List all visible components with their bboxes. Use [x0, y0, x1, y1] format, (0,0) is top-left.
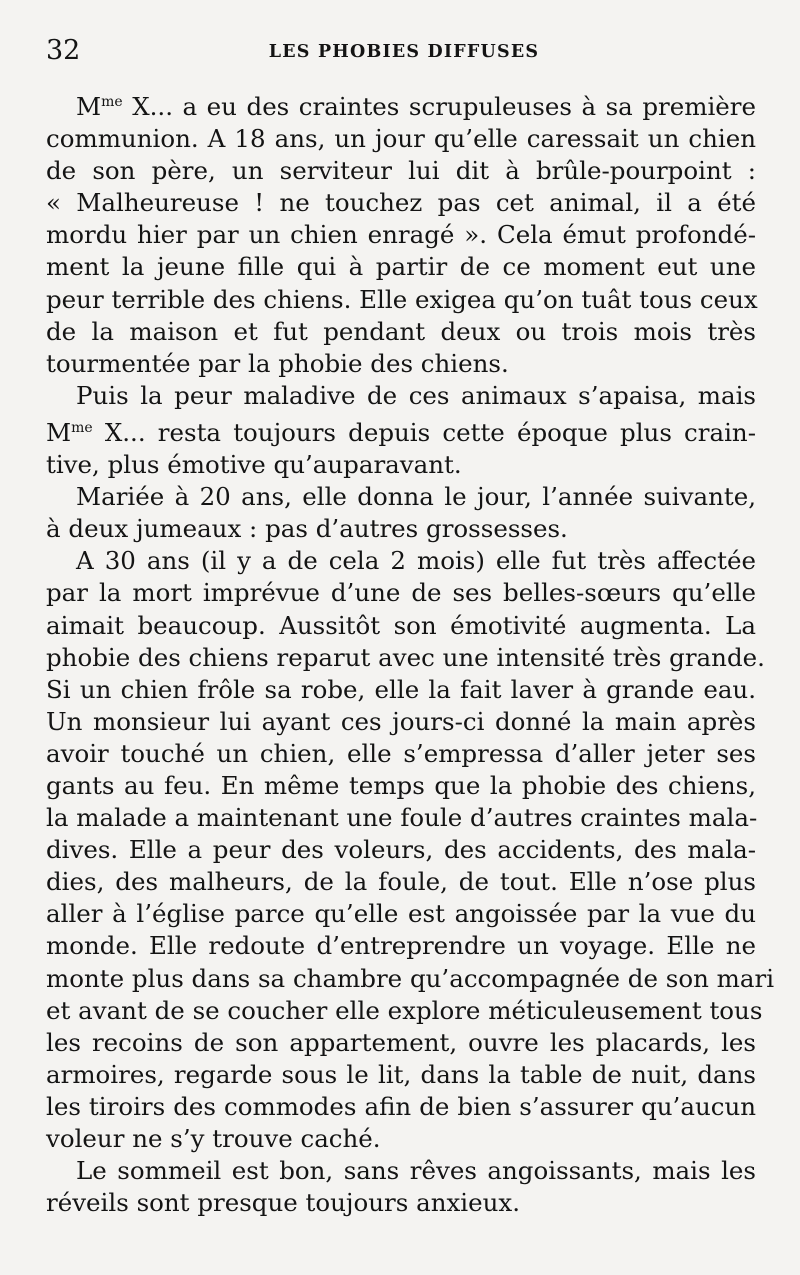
text-run: monde. Elle redoute d’entreprendre un voyage. Elle ne: [46, 931, 756, 961]
text-run: les recoins de son appartement, ouvre les placards, les: [46, 1027, 756, 1057]
text-run: tourmentée par la phobie des chiens.: [46, 348, 509, 378]
text-run: avoir touché un chien, elle s’empressa d’aller jeter ses: [46, 738, 756, 768]
text-run: communion. A 18 ans, un jour qu’elle caressait un chien: [46, 124, 756, 154]
text-run: monte plus dans sa chambre qu’accompagnée de son mari: [46, 963, 775, 993]
text-run: par la mort imprévue d’une de ses belles-sœurs qu’elle: [46, 578, 756, 608]
text-line: [46, 219, 756, 251]
paragraph: [46, 1155, 756, 1219]
text-line: [46, 1123, 756, 1155]
text-line: [46, 449, 756, 481]
title-abbrev-superscript: me: [71, 419, 93, 436]
text-run: tive, plus émotive qu’auparavant.: [46, 450, 462, 480]
text-line: [46, 1027, 756, 1059]
text-line: [46, 674, 756, 706]
text-line: [46, 86, 756, 123]
text-line: [46, 251, 756, 283]
text-run: voleur ne s’y trouve caché.: [46, 1124, 381, 1153]
text-line: [46, 1091, 756, 1123]
text-run: « Malheureuse ! ne touchez pas cet animal, il a été: [46, 188, 756, 218]
text-line: [46, 770, 756, 802]
text-run: Le sommeil est bon, sans rêves angoissants, mais les: [76, 1156, 756, 1186]
text-line: [46, 1155, 756, 1187]
text-line: [46, 866, 756, 898]
body-text: [46, 86, 775, 1219]
text-run: les tiroirs des commodes afin de bien s’assurer qu’aucun: [46, 1091, 756, 1121]
text-run: Un monsieur lui ayant ces jours-ci donné la main après: [46, 706, 756, 736]
text-run: A 30 ans (il y a de cela 2 mois) elle fut très affectée: [76, 546, 756, 576]
text-line: [46, 642, 765, 674]
text-line: [46, 187, 756, 219]
text-line: [46, 963, 775, 995]
text-run: X... a eu des craintes scrupuleuses à sa première: [122, 92, 756, 121]
text-line: [46, 481, 756, 513]
text-line: [46, 802, 756, 834]
text-run: dives. Elle a peur des voleurs, des accidents, des mala-: [46, 835, 756, 865]
text-run: de son père, un serviteur lui dit à brûle-pourpoint :: [46, 156, 756, 186]
text-line: [46, 577, 756, 609]
text-run: M: [46, 417, 72, 447]
text-line: [46, 738, 756, 770]
text-line: [46, 412, 756, 449]
text-line: [46, 930, 756, 962]
text-line: [46, 316, 756, 348]
text-run: X... resta toujours depuis cette époque plus crain-: [92, 417, 756, 447]
paragraph: [46, 380, 756, 481]
text-run: à deux jumeaux : pas d’autres grossesses.: [46, 514, 568, 544]
text-line: [46, 380, 756, 412]
text-line: [46, 155, 756, 187]
text-line: [46, 348, 756, 380]
text-line: [46, 284, 756, 316]
text-run: aller à l’église parce qu’elle est angoissée par la vue du: [46, 899, 756, 929]
text-run: phobie des chiens reparut avec une intensité très grande.: [46, 642, 765, 672]
text-line: [46, 1059, 756, 1091]
title-abbrev-superscript: me: [101, 94, 123, 110]
text-run: M: [76, 92, 102, 121]
text-run: aimait beaucoup. Aussitôt son émotivité augmenta. La: [46, 610, 756, 640]
text-run: mordu hier par un chien enragé ». Cela émut profondé-: [46, 220, 756, 250]
text-run: la malade a maintenant une foule d’autres craintes mala-: [46, 803, 758, 833]
paragraph: [46, 86, 756, 380]
text-run: de la maison et fut pendant deux ou trois mois très: [46, 316, 756, 346]
text-run: ment la jeune fille qui à partir de ce moment eut une: [46, 252, 756, 282]
paragraph: [46, 545, 775, 1155]
text-line: [46, 1187, 756, 1219]
page-number: 32: [46, 35, 81, 66]
text-run: dies, des malheurs, de la foule, de tout. Elle n’ose plus: [46, 867, 756, 897]
running-title: LES PHOBIES DIFFUSES: [268, 42, 540, 62]
text-run: Puis la peur maladive de ces animaux s’apaisa, mais: [76, 380, 756, 410]
text-line: [46, 123, 756, 155]
running-head: [46, 34, 756, 74]
text-run: peur terrible des chiens. Elle exigea qu’on tuât tous ceux: [46, 284, 758, 314]
text-line: [46, 898, 756, 930]
text-line: [46, 706, 756, 738]
text-line: [46, 995, 763, 1027]
text-line: [46, 834, 756, 866]
text-line: [46, 545, 756, 577]
text-run: gants au feu. En même temps que la phobie des chiens,: [46, 770, 756, 800]
text-run: et avant de se coucher elle explore méticuleusement tous: [46, 995, 763, 1025]
text-run: Mariée à 20 ans, elle donna le jour, l’année suivante,: [76, 482, 756, 512]
paragraph: [46, 481, 756, 545]
text-run: réveils sont presque toujours anxieux.: [46, 1188, 521, 1218]
text-line: [46, 513, 756, 545]
text-run: Si un chien frôle sa robe, elle la fait laver à grande eau.: [46, 674, 756, 704]
text-line: [46, 610, 756, 642]
text-run: armoires, regarde sous le lit, dans la table de nuit, dans: [46, 1059, 756, 1089]
